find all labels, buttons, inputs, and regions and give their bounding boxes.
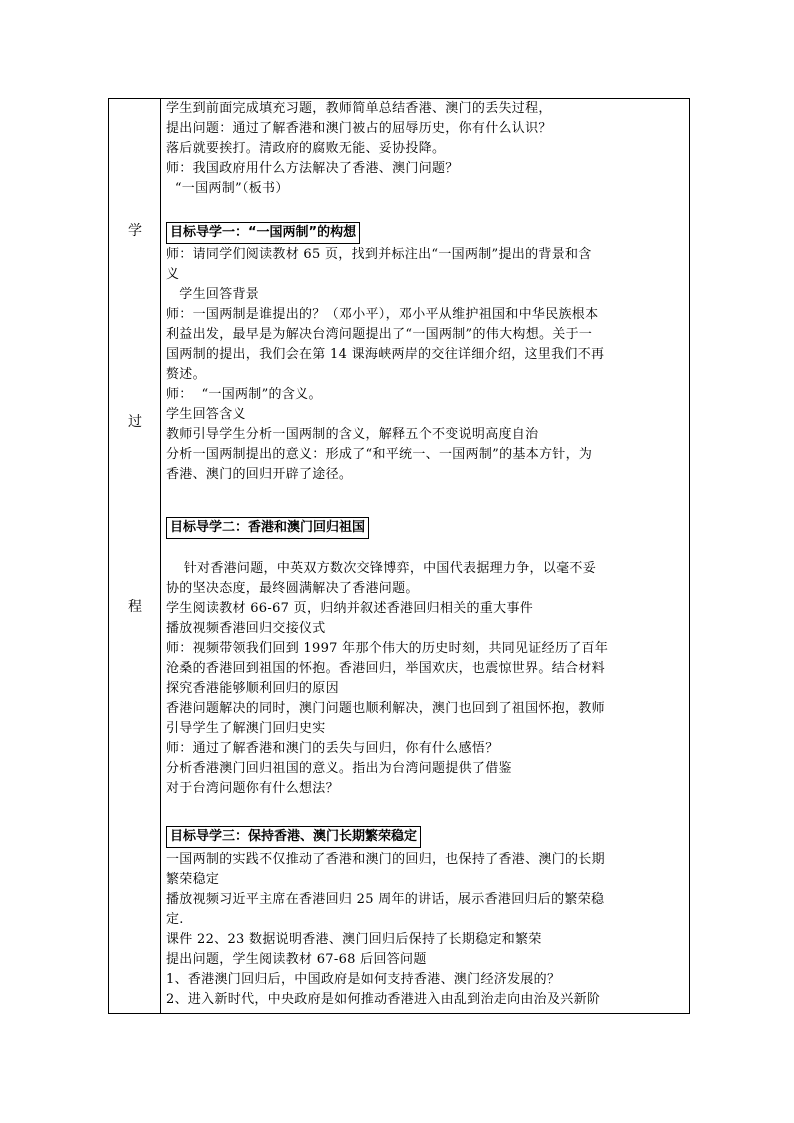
section1-line: 学生回答背景 [166, 287, 260, 302]
intro-line: “一国两制”（板书） [166, 181, 289, 196]
section2-line: 学生阅读教材 66-67 页，归纳并叙述香港回归相关的重大事件 [166, 601, 534, 616]
section1-line: 学生回答含义 [166, 407, 246, 422]
section1-line: 分析一国两制提出的意义：形成了“和平统一、一国两制”的基本方针，为 [166, 447, 593, 462]
section1-line: 香港、澳门的回归开辟了途径。 [166, 467, 353, 482]
intro-line: 提出问题：通过了解香港和澳门被占的屈辱历史，你有什么认识？ [166, 121, 552, 136]
section-heading-3: 目标导学三：保持香港、澳门长期繁荣稳定 [166, 826, 421, 848]
section2-line: 师：视频带领我们回到 1997 年那个伟大的历史时刻，共同见证经历了百年 [166, 641, 609, 656]
section2-line: 沧桑的香港回到祖国的怀抱。香港回归，举国欢庆，也震惊世界。结合材料 [166, 661, 605, 676]
section3-line: 2、进入新时代，中央政府是如何推动香港进入由乱到治走向由治及兴新阶 [166, 992, 601, 1007]
lesson-table [108, 98, 690, 1014]
section1-line: 师：一国两制是谁提出的？（邓小平），邓小平从维护祖国和中华民族根本 [166, 307, 599, 322]
side-label-char-3: 程 [128, 599, 142, 615]
section2-line: 对于台湾问题你有什么想法？ [166, 781, 339, 796]
side-label-char-2: 过 [128, 414, 142, 430]
process-label-column [109, 99, 161, 1013]
section2-line: 引导学生了解澳门回归史实 [166, 721, 326, 736]
section1-line: 师：请同学们阅读教材 65 页，找到并标注出“一国两制”提出的背景和含 [166, 247, 592, 262]
section-heading-1: 目标导学一：“一国两制”的构想 [166, 222, 360, 244]
section-heading-2: 目标导学二：香港和澳门回归祖国 [166, 517, 369, 539]
section3-line: 一国两制的实践不仅推动了香港和澳门的回归，也保持了香港、澳门的长期 [166, 852, 605, 867]
intro-line: 师：我国政府用什么方法解决了香港、澳门问题？ [166, 161, 459, 176]
section1-line: 利益出发，最早是为解决台湾问题提出了“一国两制”的伟大构想。关于一 [166, 327, 593, 342]
section2-line: 播放视频香港回归交接仪式 [166, 621, 326, 636]
section3-line: 播放视频习近平主席在香港回归 25 周年的讲话，展示香港回归后的繁荣稳 [166, 892, 605, 907]
intro-line: 落后就要挨打。清政府的腐败无能、妥协投降。 [166, 141, 446, 156]
section3-line: 定. [166, 912, 184, 927]
section1-line: 赘述。 [166, 367, 206, 382]
section1-line: 义 [166, 267, 180, 282]
section3-line: 1、香港澳门回归后，中国政府是如何支持香港、澳门经济发展的？ [166, 972, 561, 987]
intro-line: 学生到前面完成填充习题，教师简单总结香港、澳门的丢失过程， [166, 101, 552, 116]
section2-line: 探究香港能够顺利回归的原因 [166, 681, 339, 696]
section3-line: 课件 22、23 数据说明香港、澳门回归后保持了长期稳定和繁荣 [166, 932, 542, 947]
section3-line: 提出问题，学生阅读教材 67-68 后回答问题 [166, 952, 427, 967]
section1-line: 教师引导学生分析一国两制的含义，解释五个不变说明高度自治 [166, 427, 539, 442]
section1-line: 国两制的提出，我们会在第 14 课海峡两岸的交往详细介绍，这里我们不再 [166, 347, 605, 362]
section3-line: 繁荣稳定 [166, 872, 220, 887]
section2-line: 师：通过了解香港和澳门的丢失与回归，你有什么感悟？ [166, 741, 499, 756]
side-label-char-1: 学 [128, 223, 142, 239]
section2-line: 协的坚决态度，最终圆满解决了香港问题。 [166, 581, 419, 596]
section2-line: 香港问题解决的同时，澳门问题也顺利解决，澳门也回到了祖国怀抱，教师 [166, 701, 605, 716]
section1-line: 师： “一国两制”的含义。 [166, 387, 322, 402]
section2-line: 分析香港澳门回归祖国的意义。指出为台湾问题提供了借鉴 [166, 761, 512, 776]
section2-line: 针对香港问题，中英双方数次交锋博弈，中国代表据理力争，以毫不妥 [166, 561, 597, 576]
